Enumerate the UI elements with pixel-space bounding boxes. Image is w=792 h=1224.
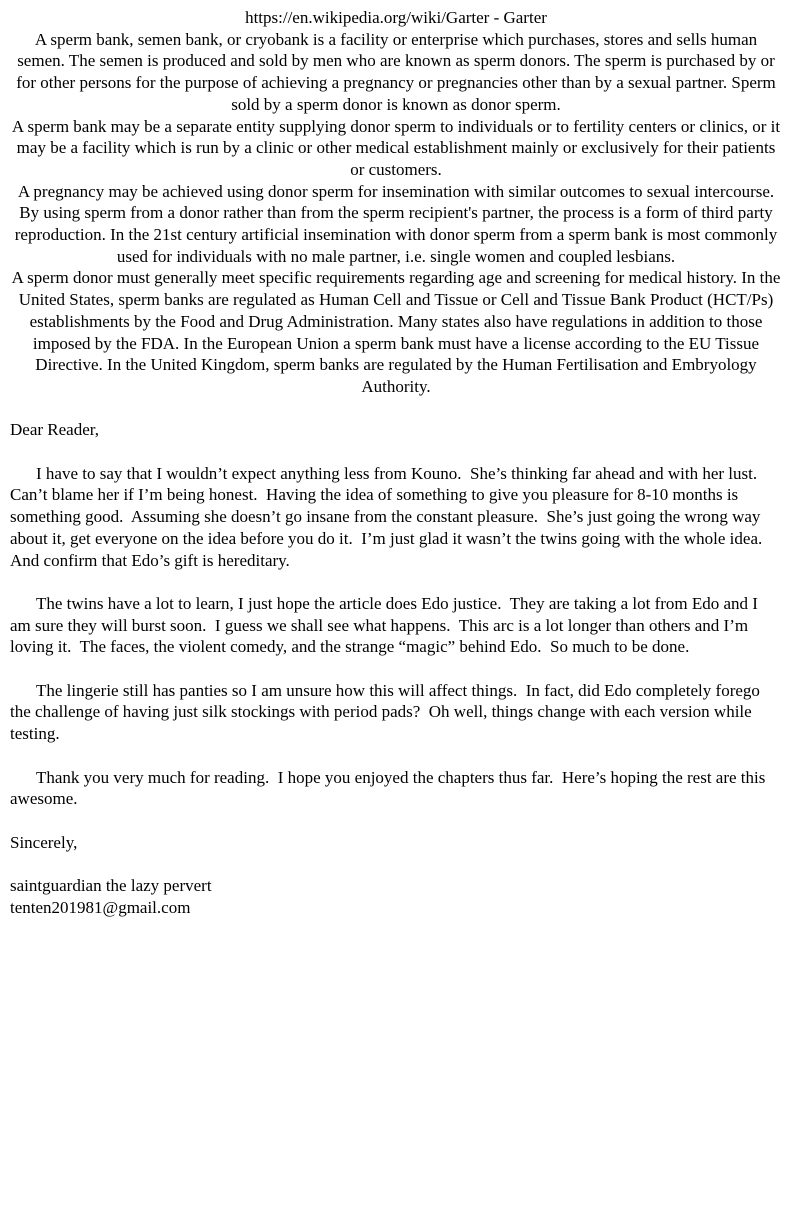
letter-closing: Sincerely,	[10, 832, 78, 852]
signature-block	[10, 875, 782, 918]
letter-salutation: Dear Reader,	[10, 420, 99, 440]
letter-paragraph-3: The lingerie still has panties so I am unsure how this will affect things. In fact, did Edo completely forego the challenge of having just silk stockings with period pads? Oh well, things change with each version while testing.	[10, 680, 765, 744]
wiki-paragraph-4: A sperm donor must generally meet specific requirements regarding age and screening for medical history. In the United States, sperm banks are regulated as Human Cell and Tissue or Cell and Tissue Bank Product (HCT/Ps) establishments by the Food and Drug Administration. Many states also have regulations in addition to those imposed by the FDA. In the European Union a sperm bank must have a license according to the EU Tissue Directive. In the United Kingdom, sperm banks are regulated by the Human Fertilisation and Embryology Authority.	[11, 268, 781, 396]
letter-paragraph-2: The twins have a lot to learn, I just hope the article does Edo justice. They are taking a lot from Edo and I am sure they will burst soon. I guess we shall see what happens. This arc is a lot longer than others and I’m loving it. The faces, the violent comedy, and the strange “magic” behind Edo. So much to be done.	[10, 593, 763, 657]
signature-name: saintguardian the lazy pervert	[10, 876, 212, 896]
letter-paragraph-4: Thank you very much for reading. I hope you enjoyed the chapters thus far. Here’s hoping the rest are this awesome.	[10, 767, 770, 809]
letter-paragraph-1: I have to say that I wouldn’t expect anything less from Kouno. She’s thinking far ahead and with her lust. Can’t blame her if I’m being honest. Having the idea of something to give you pleasure for 8-10 months is something good. Assuming she doesn’t go insane from the constant pleasure. She’s just going the wrong way about it, get everyone on the idea before you do it. I’m just glad it wasn’t the twins going with the whole idea. And confirm that Edo’s gift is hereditary.	[10, 463, 770, 570]
signature-email: tenten201981@gmail.com	[10, 897, 191, 917]
wiki-paragraph-2: A sperm bank may be a separate entity supplying donor sperm to individuals or to fertility centers or clinics, or it may be a facility which is run by a clinic or other medical establishment mainly or exclusively for their patients or customers.	[11, 116, 781, 179]
source-url-line: https://en.wikipedia.org/wiki/Garter - Garter	[245, 8, 547, 27]
wiki-paragraph-1: A sperm bank, semen bank, or cryobank is a facility or enterprise which purchases, stores and sells human semen. The semen is produced and sold by men who are known as sperm donors. The sperm is purchased by or for other persons for the purpose of achieving a pregnancy or pregnancies other than by a sexual partner. Sperm sold by a sperm donor is known as donor sperm.	[16, 29, 776, 114]
wiki-paragraph-3: A pregnancy may be achieved using donor sperm for insemination with similar outcomes to sexual intercourse. By using sperm from a donor rather than from the sperm recipient's partner, the process is a form of third party reproduction. In the 21st century artificial insemination with donor sperm from a sperm bank is most commonly used for individuals with no male partner, i.e. single women and coupled lesbians.	[14, 181, 778, 266]
